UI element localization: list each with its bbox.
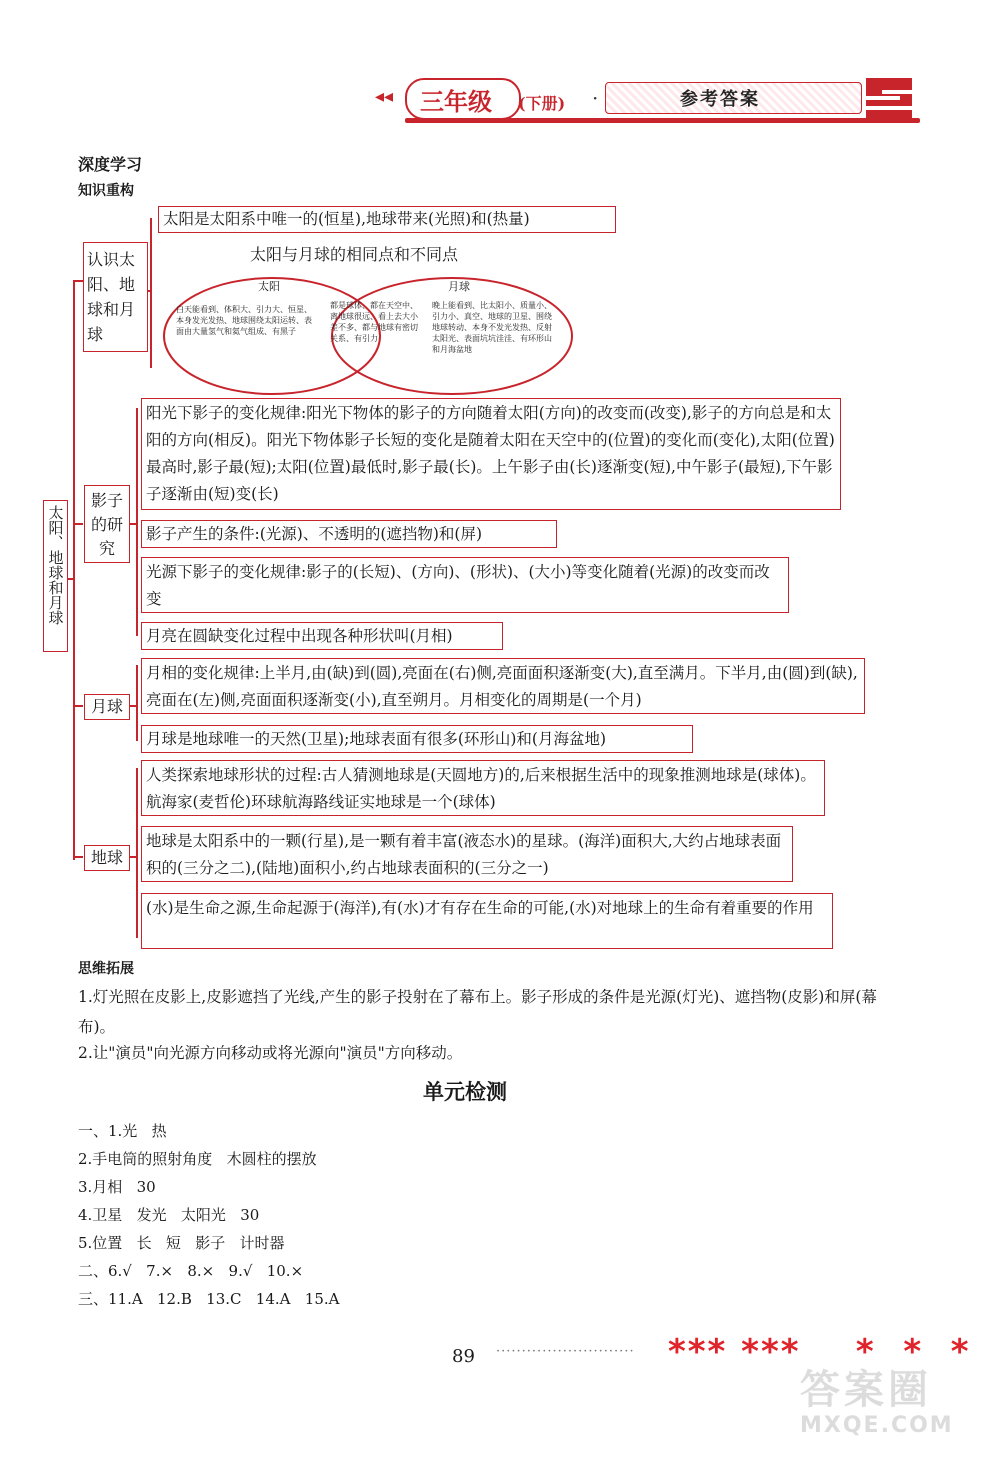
venn-moon-text: 晚上能看到、比太阳小、质量小、引力小、真空、地球的卫星、围绕地球转动、本身不发光发热、反射太阳光、表面坑坑洼洼、有环形山和月海盆地	[432, 301, 552, 354]
shadow-condition-box: 影子产生的条件:(光源)、不透明的(遮挡物)和(屏)	[141, 520, 557, 548]
back-arrows-icon: ◂◂	[375, 86, 394, 107]
answer-line: 二、6.√ 7.× 8.× 9.√ 10.×	[78, 1262, 304, 1280]
connector-line	[150, 218, 152, 368]
unit-test-answers	[78, 1120, 578, 1316]
branch-earth	[84, 845, 130, 871]
branch-earth-label: 地球	[90, 848, 123, 867]
answer-line: 三、11.A 12.B 13.C 14.A 15.A	[78, 1290, 340, 1308]
answer-line: 5.位置 长 短 影子 计时器	[78, 1234, 285, 1252]
moon-phase-def-box: 月亮在圆缺变化过程中出现各种形状叫(月相)	[141, 622, 503, 650]
watermark-line-1: 答案圈	[800, 1367, 932, 1413]
connector-line	[136, 768, 138, 938]
light-source-rule-box: 光源下影子的变化规律:影子的(长短)、(方向)、(形状)、(大小)等变化随着(光源)的改变而改变	[141, 557, 789, 613]
thinking-title: 思维拓展	[78, 961, 134, 977]
venn-sun-text: 白天能看到、体积大、引力大、恒星、本身发光发热、地球围绕太阳运转、表面由大量氢气和氦气组成、有黑子	[176, 305, 312, 336]
venn-moon-label: 月球	[448, 280, 470, 293]
answer-line: 3.月相 30	[78, 1178, 156, 1196]
grade-label: 三年级	[420, 87, 492, 116]
answer-line: 4.卫星 发光 太阳光 30	[78, 1206, 260, 1224]
venn-common-text: 都是球体、都在天空中、离地球很远、看上去大小差不多、都与地球有密切关系、有引力	[330, 301, 418, 343]
earth-shape-box: 人类探索地球形状的过程:古人猜测地球是(天圆地方)的,后来根据生活中的现象推测地球是(球体)。航海家(麦哲伦)环球航海路线证实地球是一个(球体)	[141, 760, 825, 816]
water-life-box: (水)是生命之源,生命起源于(海洋),有(水)才有存在生命的可能,(水)对地球上的生命有着重要的作用	[141, 893, 833, 949]
connector-line	[136, 665, 138, 741]
thinking-paragraph-1: 1.灯光照在皮影上,皮影遮挡了光线,产生的影子投射在了幕布上。影子形成的条件是光源(灯光)、遮挡物(皮影)和屏(幕布)。	[78, 988, 877, 1036]
header-dot: ·	[592, 86, 599, 110]
connector-line	[73, 523, 83, 525]
moon-satellite-box: 月球是地球唯一的天然(卫星);地球表面有很多(环形山)和(月海盆地)	[141, 725, 693, 753]
unit-test-title: 单元检测	[423, 1080, 507, 1104]
venn-title: 太阳与月球的相同点和不同点	[250, 245, 459, 264]
connector-line	[73, 856, 83, 858]
branch-moon-label: 月球	[90, 697, 123, 716]
footer-dots: ···························	[496, 1344, 635, 1359]
section-subtitle: 知识重构	[78, 183, 134, 199]
branch-shadow-label: 影子的研究	[90, 491, 123, 558]
moon-phase-rule-box: 月相的变化规律:上半月,由(缺)到(圆),亮面在(右)侧,亮面面积逐渐变(大),直至满月。下半月,由(圆)到(缺),亮面在(左)侧,亮面面积逐渐变(小),直至朔月。月相变化的周期是(一个月)	[141, 658, 865, 714]
connector-line	[73, 705, 83, 707]
volume-label: (下册)	[518, 94, 566, 113]
connector-line	[136, 408, 138, 636]
venn-sun-label: 太阳	[258, 280, 280, 293]
branch-know-label: 认识太阳、地球和月球	[87, 250, 136, 344]
footer-stars: *** *** * * *	[668, 1332, 971, 1372]
earth-planet-box: 地球是太阳系中的一颗(行星),是一颗有着丰富(液态水)的星球。(海洋)面积大,大约占地球表面积的(三分之二),(陆地)面积小,约占地球表面积的(三分之一)	[141, 826, 793, 882]
branch-moon	[84, 694, 130, 720]
answer-line: 一、1.光 热	[78, 1122, 167, 1140]
section-title: 深度学习	[78, 155, 143, 174]
connector-line	[130, 523, 138, 525]
connector-line	[130, 856, 138, 858]
answers-label: 参考答案	[680, 89, 760, 110]
map-root: 太阳、地球和月球	[43, 500, 68, 652]
answer-line: 2.手电筒的照射角度 木圆柱的摆放	[78, 1150, 317, 1168]
branch-shadow	[84, 485, 130, 563]
watermark-line-2: MXQE.COM	[800, 1413, 954, 1438]
connector-line	[73, 280, 75, 860]
branch-know	[83, 242, 148, 352]
sun-fact-box: 太阳是太阳系中唯一的(恒星),地球带来(光照)和(热量)	[158, 206, 616, 233]
shadow-rule-box: 阳光下影子的变化规律:阳光下物体的影子的方向随着太阳(方向)的改变而(改变),影子的方向总是和太阳的方向(相反)。阳光下物体影子长短的变化是随着太阳在天空中的(位置)的变化而(变化),太阳(位置)最高时,影子最(短);太阳(位置)最低时,影子最(长)。上午影子由(长)逐渐变(短),中午影子(最短),下午影子逐渐由(短)变(长)	[141, 398, 841, 510]
connector-line	[73, 280, 83, 282]
page-number: 89	[452, 1346, 475, 1367]
thinking-paragraph-2: 2.让"演员"向光源方向移动或将光源向"演员"方向移动。	[78, 1044, 463, 1062]
connector-line	[130, 705, 138, 707]
watermark-logo	[800, 1368, 980, 1450]
